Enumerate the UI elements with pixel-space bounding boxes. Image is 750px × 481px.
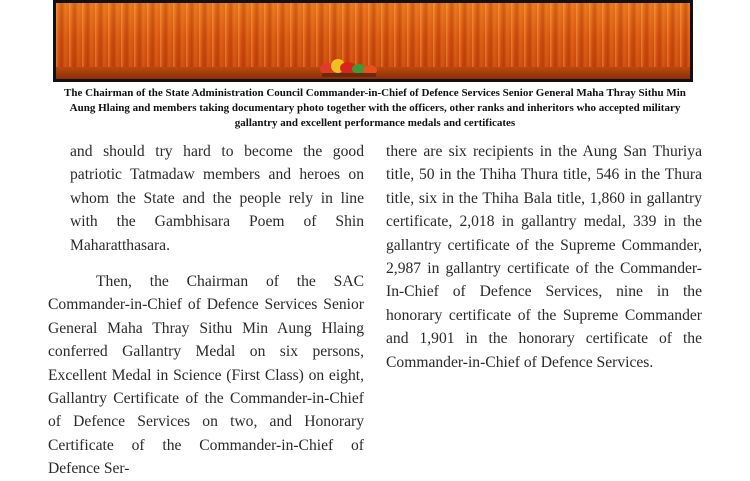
- article-paragraph: there are six recipients in the Aung San Thuriya title, 50 in the Thiha Thura title, 546 in the Thura title, six in the Thiha Bala title, 1,860 in gallantry certificate, 2,018 in gallantry medal, 339 in the gallantry certificate of the Supreme Commander, 2,987 in gallantry certificate of the Commander-In-Chief of Defence Services, nine in the honorary certificate of the Supreme Commander and 1,901 in the honorary certificate of the Commander-in-Chief of Defence Services.: [386, 143, 702, 371]
- article-paragraph: Then, the Chairman of the SAC Commander-in-Chief of Defence Services Senior General Maha Thray Sithu Min Aung Hlaing conferred Gallantry Medal on six persons, Excellent Medal in Science (First Class) on eight, Gallantry Certificate of the Commander-in-Chief of Defence Services on two, and Honorary Certificate of the Commander-in-Chief of Defence Ser-: [48, 273, 364, 478]
- news-photo: [53, 0, 693, 82]
- article-paragraph: and should try hard to become the good patriotic Tatmadaw members and heroes on whom the State and the people rely in line with the Gambhisara Poem of Shin Maharatthasara.: [70, 143, 364, 254]
- flower-arrangement-icon: [318, 57, 380, 77]
- article-column-left: [48, 140, 364, 481]
- photo-caption: The Chairman of the State Administration Council Commander-in-Chief of Defence Services Senior General Maha Thray Sithu Min Aung Hlaing and members taking documentary photo together with the officers, other ranks and inheritors who accepted military gallantry and excellent performance medals and certificates: [64, 87, 686, 129]
- article-column-right: [386, 140, 702, 374]
